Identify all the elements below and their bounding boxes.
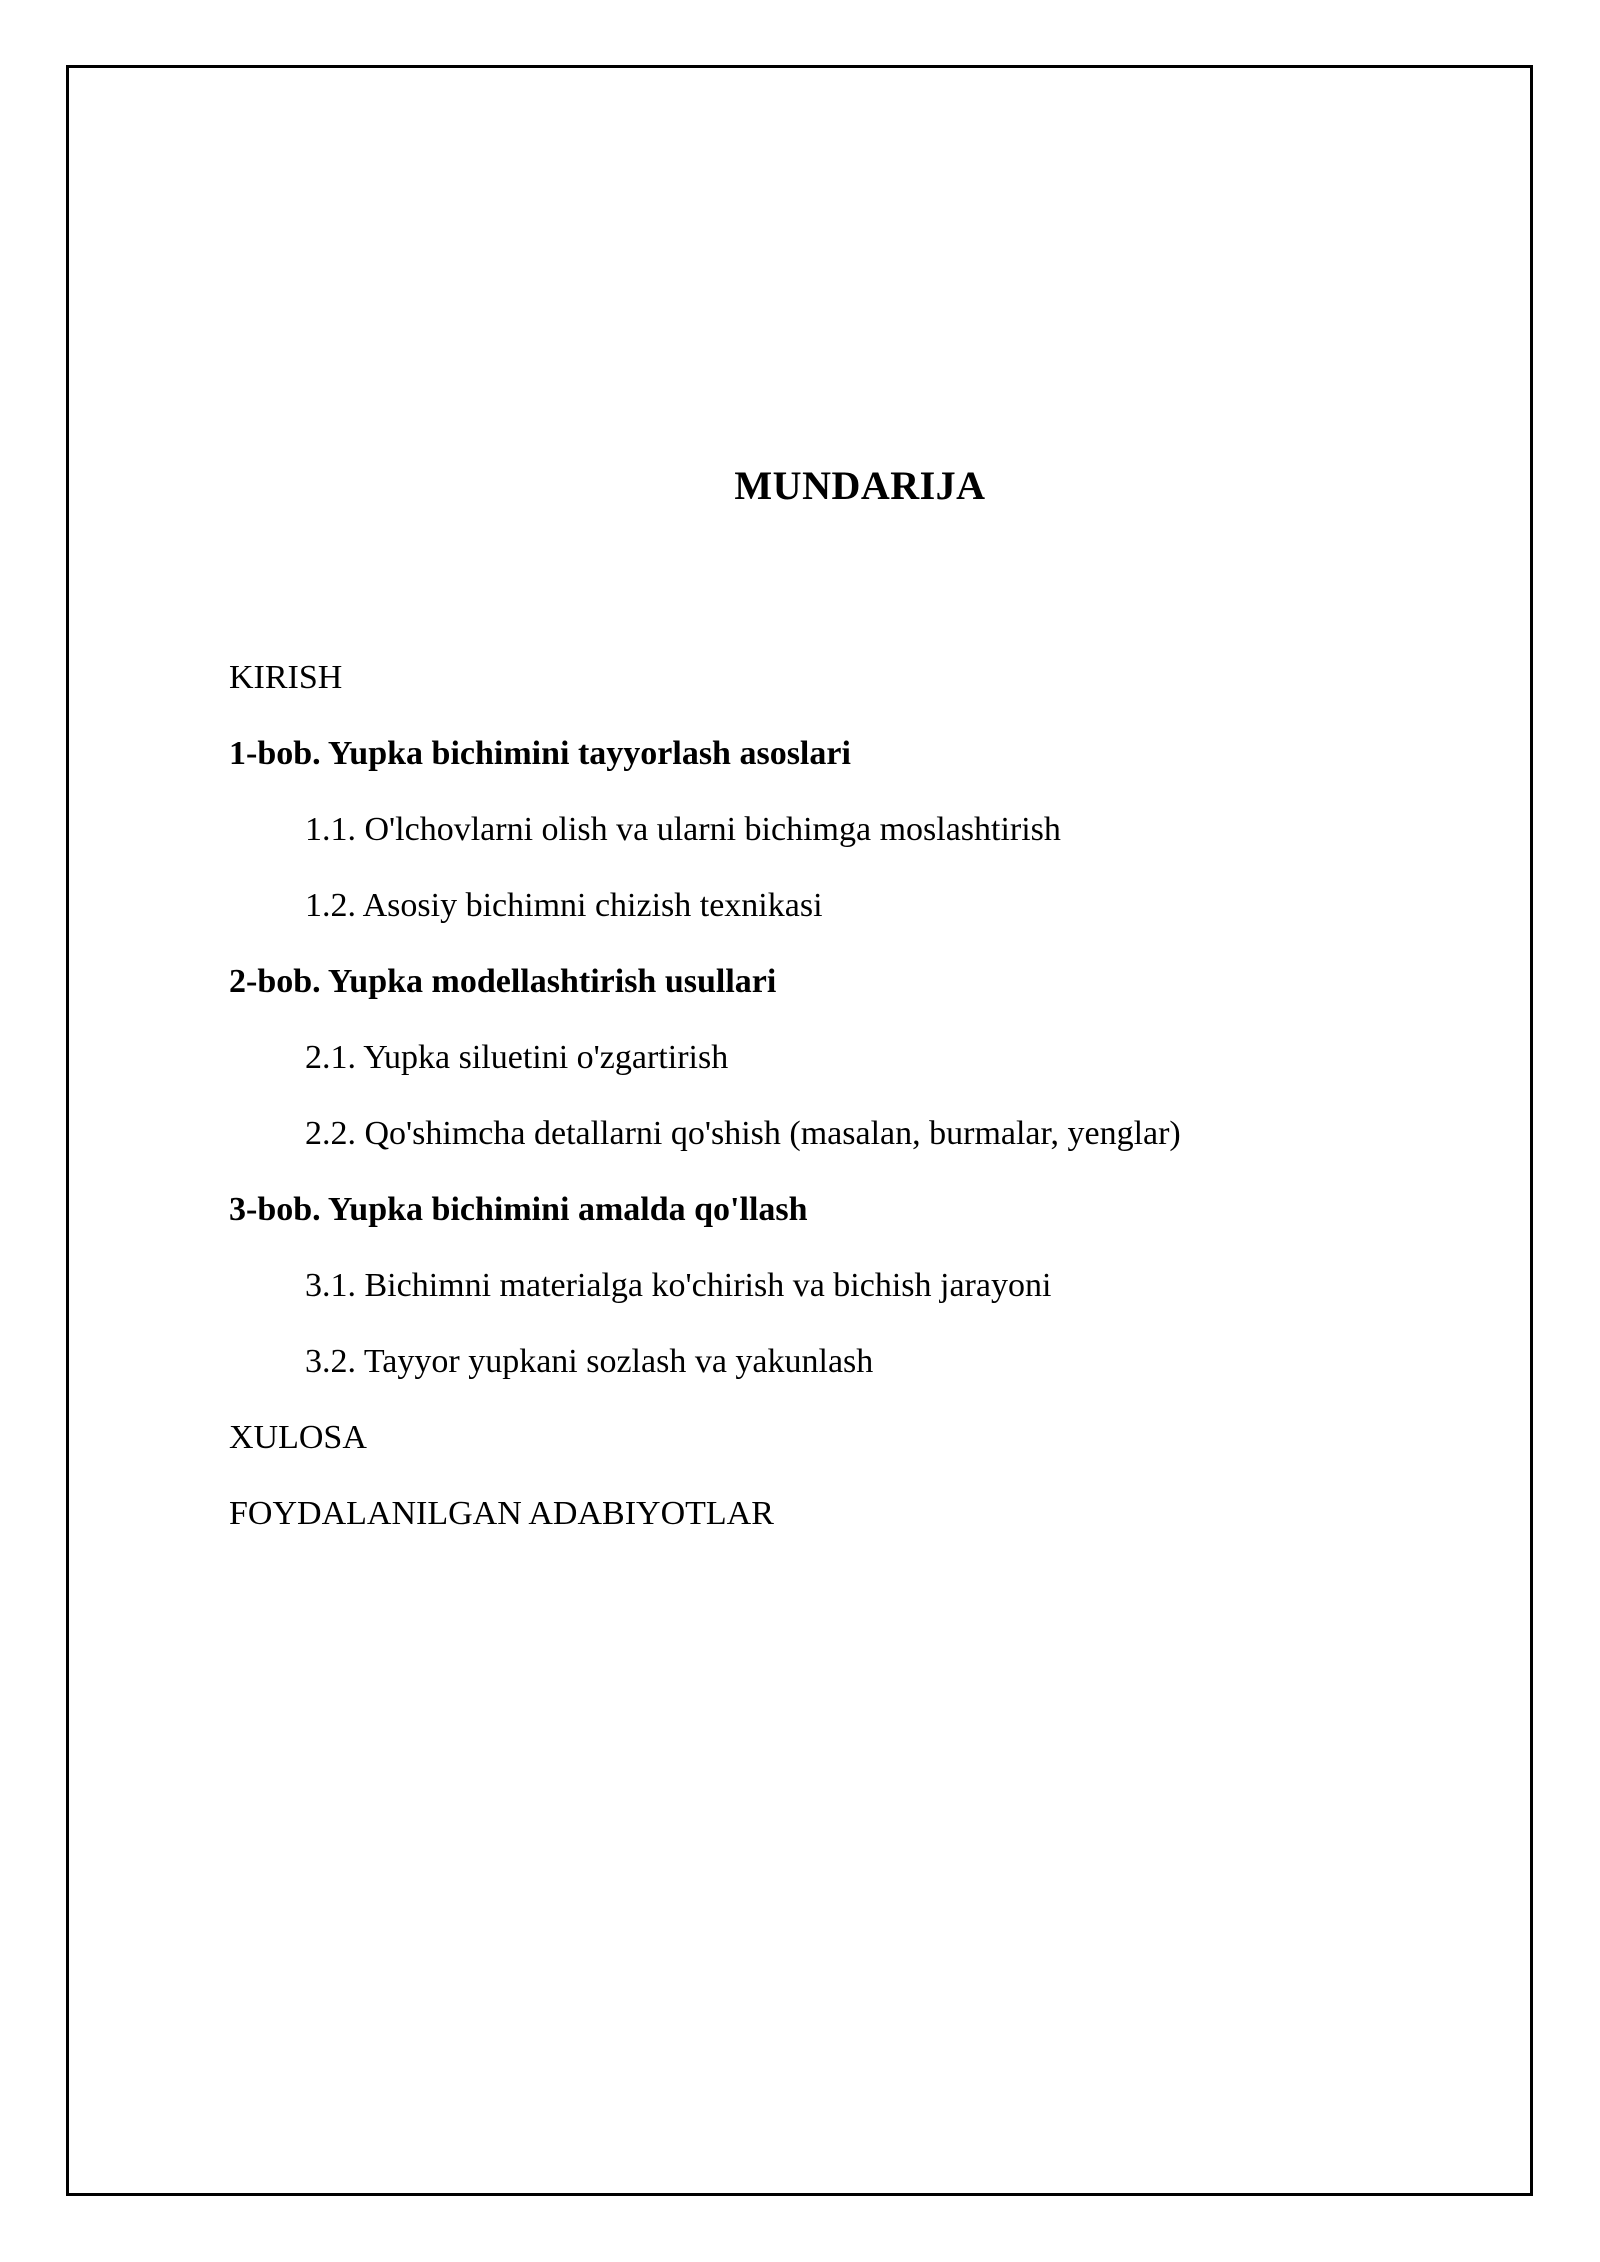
table-of-contents [229, 640, 1479, 1552]
toc-section-1-1: 1.1. O'lchovlarni olish va ularni bichimga moslashtirish [305, 811, 1061, 848]
toc-section-3-2: 3.2. Tayyor yupkani sozlash va yakunlash [305, 1343, 874, 1380]
toc-entry-kirish: KIRISH [229, 659, 343, 696]
toc-section-1-2: 1.2. Asosiy bichimni chizish texnikasi [305, 887, 823, 924]
toc-entry-xulosa: XULOSA [229, 1419, 367, 1456]
toc-entry-references: FOYDALANILGAN ADABIYOTLAR [229, 1495, 774, 1532]
toc-section-2-1: 2.1. Yupka siluetini o'zgartirish [305, 1039, 729, 1076]
toc-section-2-2: 2.2. Qo'shimcha detallarni qo'shish (masalan, burmalar, yenglar) [305, 1115, 1181, 1152]
toc-title: MUNDARIJA [734, 463, 986, 508]
toc-chapter-3: 3-bob. Yupka bichimini amalda qo'llash [229, 1191, 808, 1228]
toc-chapter-2: 2-bob. Yupka modellashtirish usullari [229, 963, 777, 1000]
toc-chapter-1: 1-bob. Yupka bichimini tayyorlash asoslari [229, 735, 851, 772]
toc-section-3-1: 3.1. Bichimni materialga ko'chirish va bichish jarayoni [305, 1267, 1052, 1304]
